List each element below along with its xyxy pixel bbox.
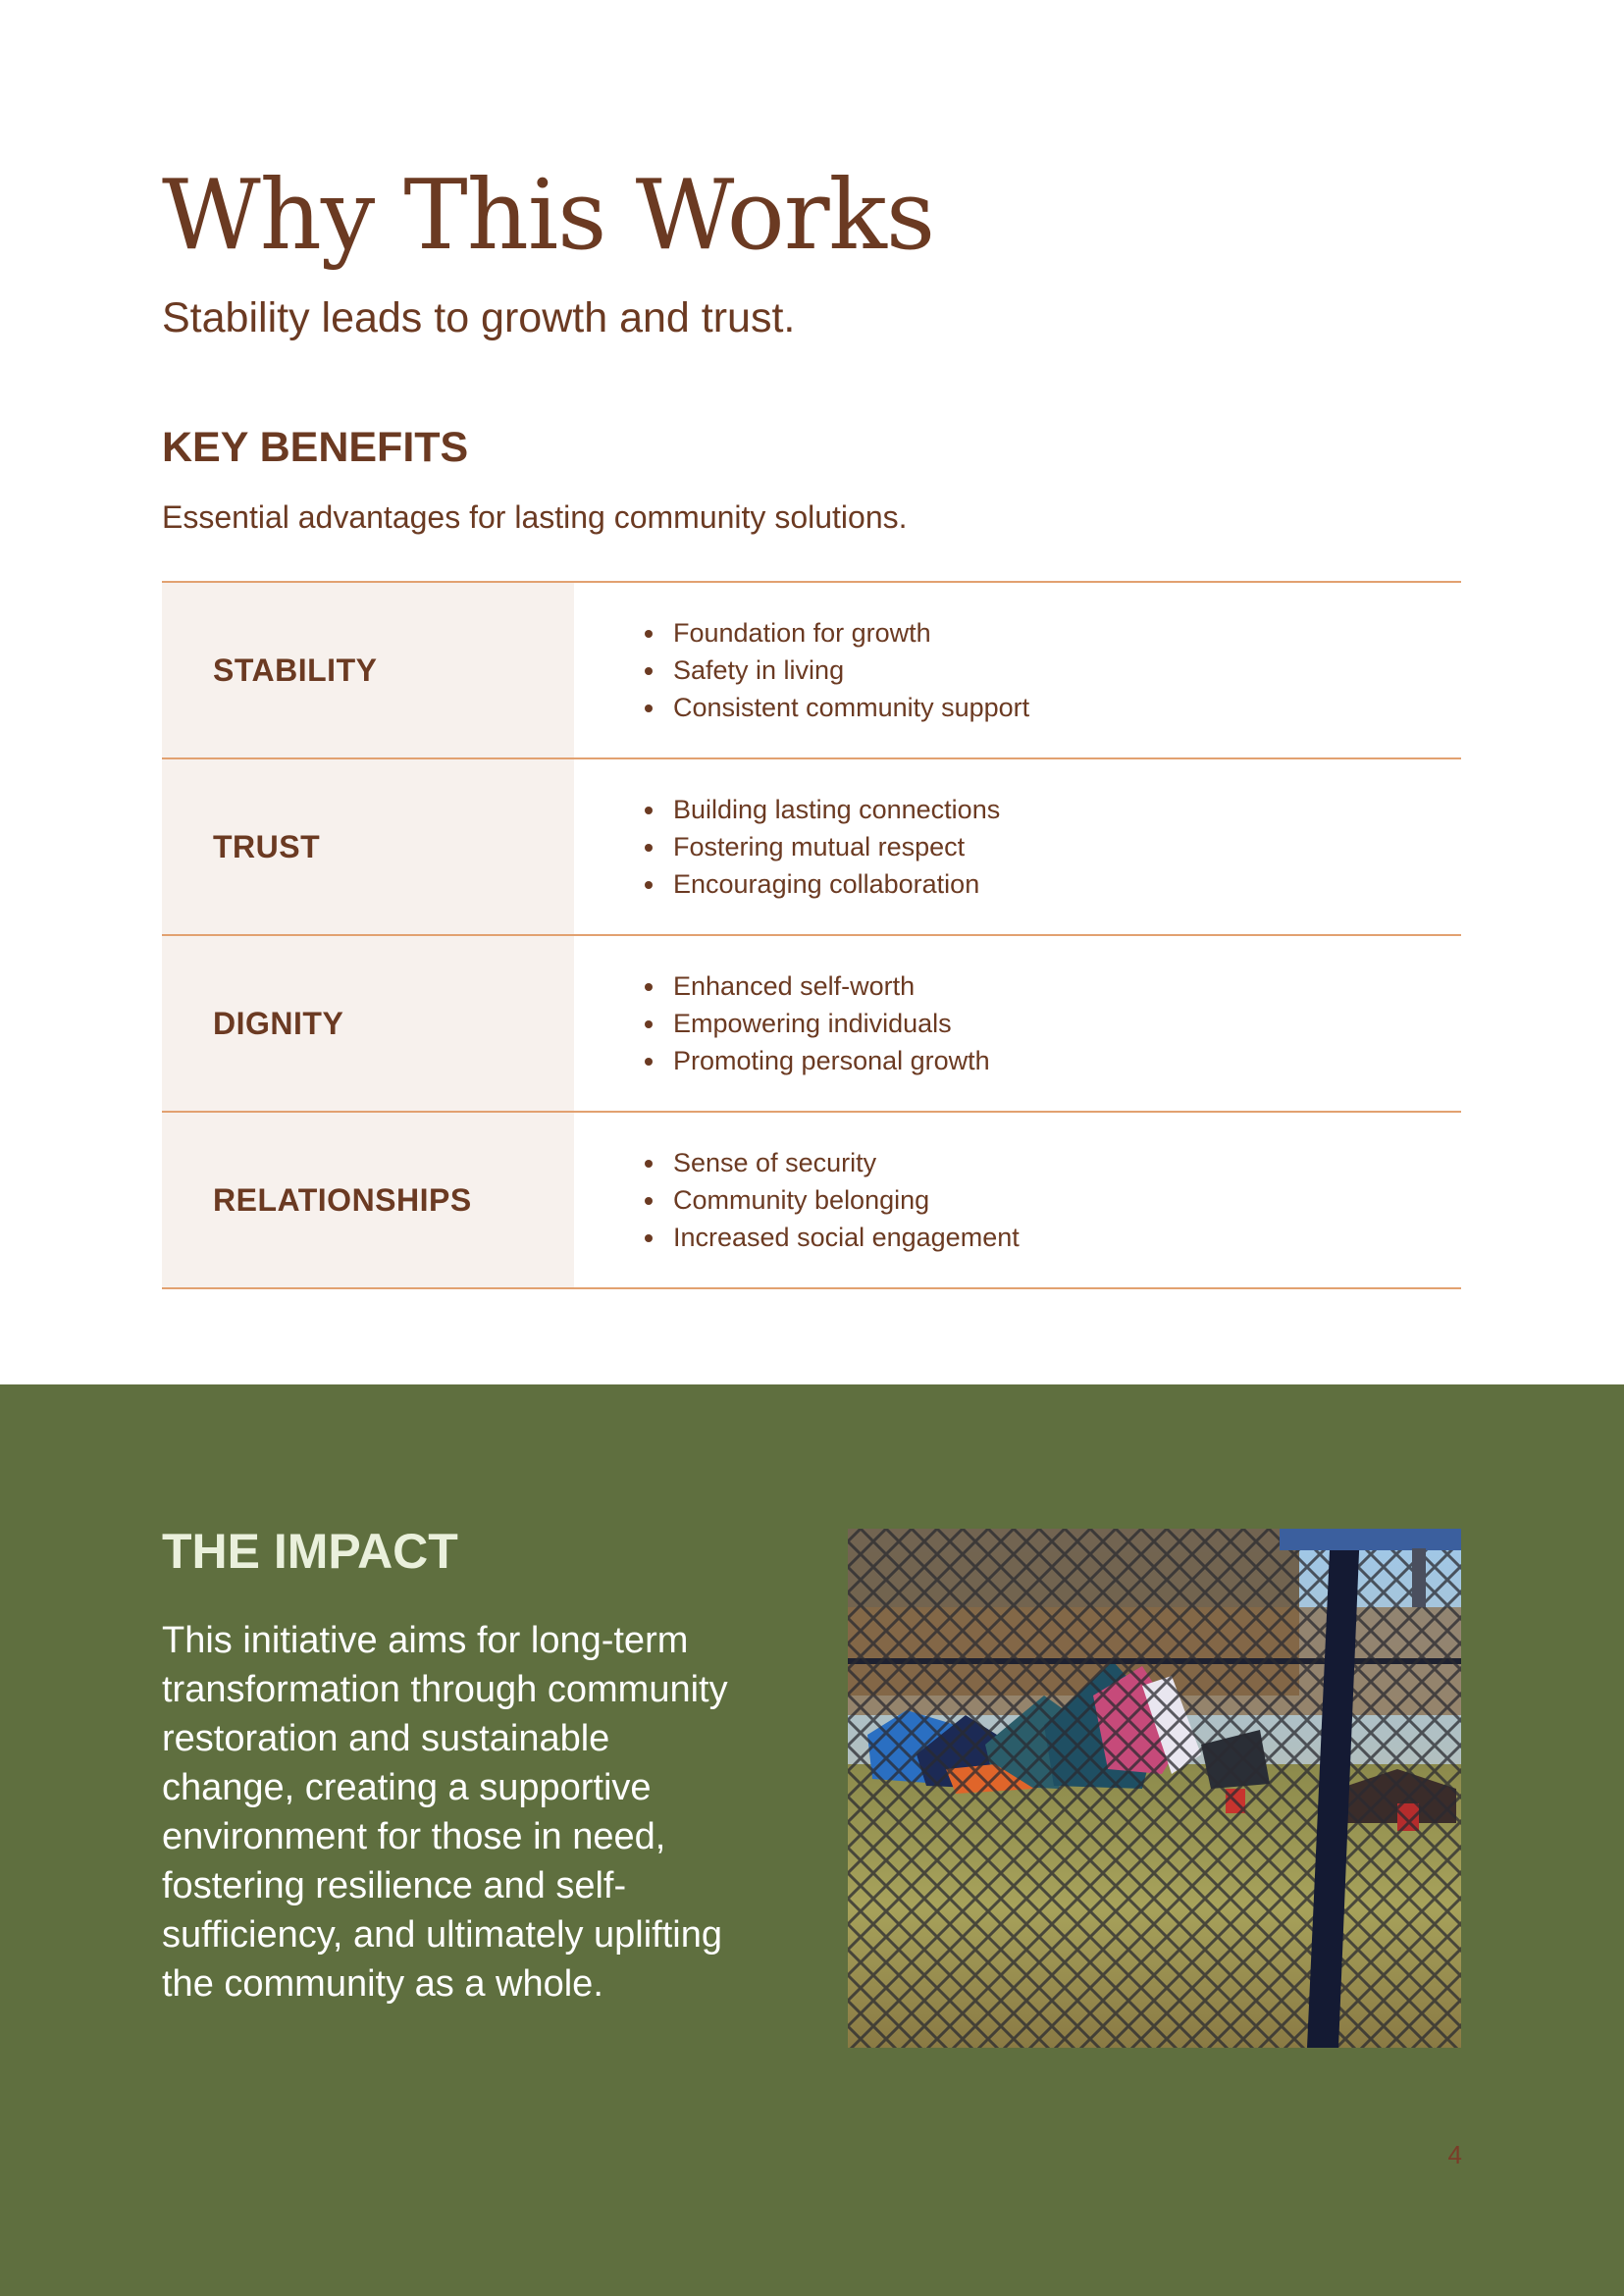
benefit-list	[574, 583, 1461, 757]
benefit-row-dignity	[162, 936, 1461, 1113]
key-benefits-heading: KEY BENEFITS	[162, 424, 469, 471]
page-number: 4	[1447, 2140, 1462, 2169]
impact-heading: THE IMPACT	[162, 1524, 458, 1579]
benefit-item: Building lasting connections	[673, 791, 1461, 828]
benefit-list	[574, 759, 1461, 934]
benefit-row-stability	[162, 583, 1461, 759]
page-title: Why This Works	[162, 160, 935, 272]
benefit-item: Consistent community support	[673, 689, 1461, 726]
benefit-item: Foundation for growth	[673, 614, 1461, 652]
impact-text: This initiative aims for long-term transformation through community restoration and sustainable change, creating a supportive environment for those in need, fostering resilience and self-sufficiency, and ultimately uplifting the community as a whole.	[162, 1620, 728, 2005]
benefit-list	[574, 936, 1461, 1111]
benefit-list	[574, 1113, 1461, 1287]
benefit-item: Sense of security	[673, 1144, 1461, 1181]
impact-photo	[848, 1529, 1461, 2048]
benefit-label: TRUST	[162, 759, 574, 934]
benefit-label: RELATIONSHIPS	[162, 1113, 574, 1287]
key-benefits-description: Essential advantages for lasting community solutions.	[162, 499, 908, 535]
benefit-item: Community belonging	[673, 1181, 1461, 1219]
impact-section	[0, 1384, 1624, 2296]
benefit-item: Promoting personal growth	[673, 1042, 1461, 1079]
benefits-table	[162, 581, 1461, 1289]
benefit-item: Enhanced self-worth	[673, 967, 1461, 1005]
benefit-item: Increased social engagement	[673, 1219, 1461, 1256]
page-subtitle: Stability leads to growth and trust.	[162, 294, 796, 341]
benefit-row-relationships	[162, 1113, 1461, 1289]
benefit-item: Empowering individuals	[673, 1005, 1461, 1042]
benefit-item: Fostering mutual respect	[673, 828, 1461, 865]
benefit-item: Safety in living	[673, 652, 1461, 689]
benefit-item: Encouraging collaboration	[673, 865, 1461, 903]
benefit-label: STABILITY	[162, 583, 574, 757]
benefit-label: DIGNITY	[162, 936, 574, 1111]
benefit-row-trust	[162, 759, 1461, 936]
